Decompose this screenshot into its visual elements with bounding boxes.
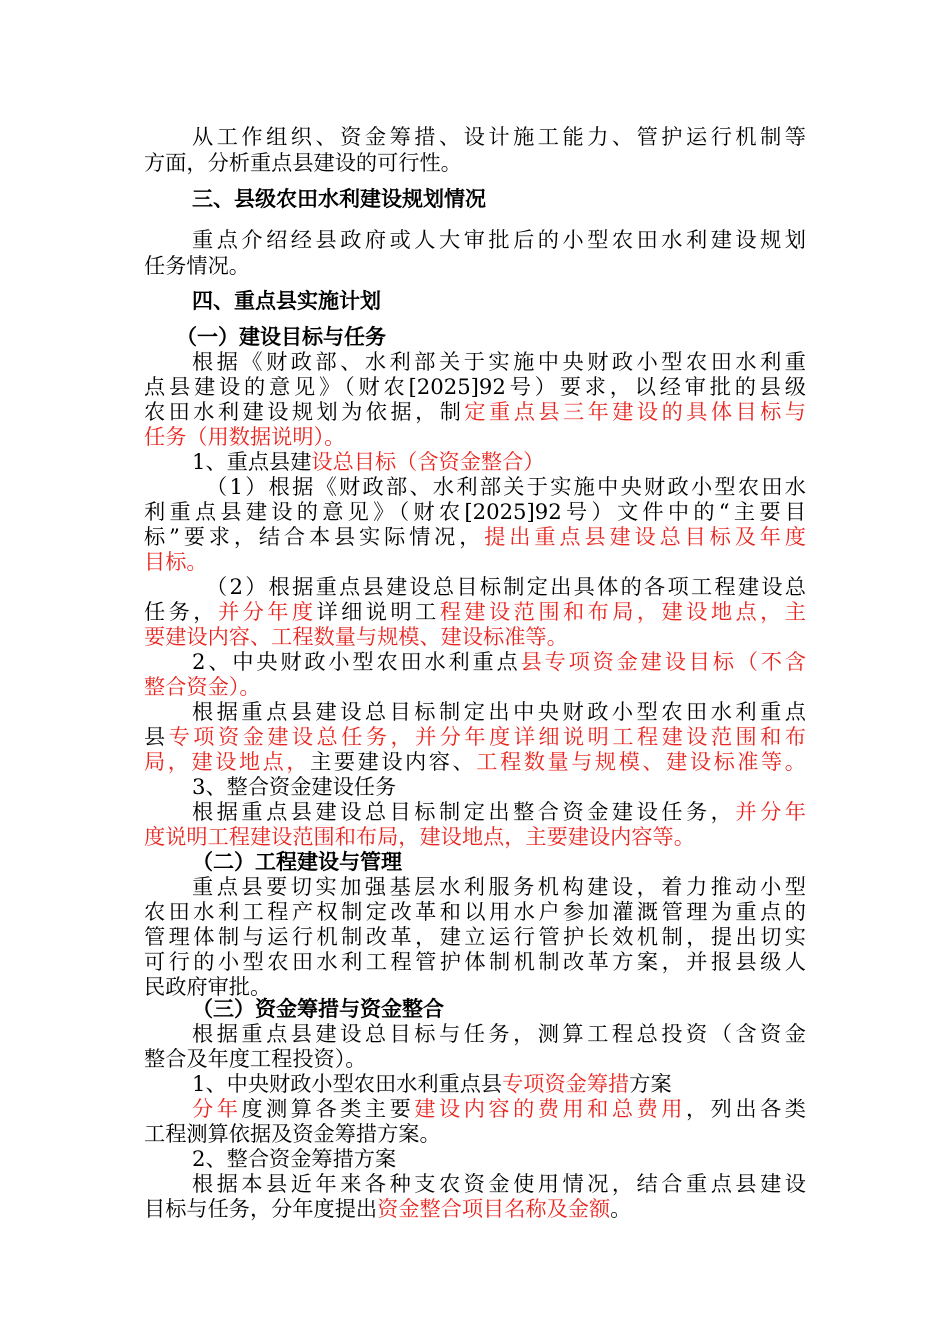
- list-item-1: 1、中央财政小型农田水利重点县专项资金筹措方案: [192, 1071, 672, 1096]
- paragraph-line-highlighted: 目标。: [144, 549, 208, 574]
- highlighted-text: 设总目标（含资金整合）: [311, 449, 545, 474]
- paragraph-line: 局，建设地点，主要建设内容、工程数量与规模、建设标准等。: [144, 749, 806, 774]
- highlighted-text: 局，建设地点，: [144, 749, 311, 774]
- paragraph-line: 根据重点县建设总目标与任务，测算工程总投资（含资金: [192, 1021, 806, 1046]
- paragraph-line: 整合及年度工程投资）。: [144, 1046, 367, 1071]
- subsection-title-1: （一）建设目标与任务: [176, 325, 386, 349]
- paragraph-line: 重点县要切实加强基层水利服务机构建设，着力推动小型: [192, 874, 806, 899]
- list-item-2: 2、中央财政小型农田水利重点县专项资金建设目标（不含: [192, 649, 806, 674]
- paragraph-line: （1）根据《财政部、水利部关于实施中央财政小型农田水: [206, 474, 806, 499]
- list-item-3: 3、整合资金建设任务: [192, 774, 397, 799]
- highlighted-text: 建设内容的费用和总费用: [414, 1096, 686, 1121]
- list-item-2: 2、整合资金筹措方案: [192, 1146, 397, 1171]
- highlighted-text: 定重点县三年建设的具体目标与: [464, 399, 806, 424]
- subsection-title-3: （三）资金筹措与资金整合: [192, 997, 444, 1021]
- paragraph-line: 方面，分析重点县建设的可行性。: [144, 150, 462, 175]
- paragraph-line: （2）根据重点县建设总目标制定出具体的各项工程建设总: [206, 574, 806, 599]
- subsection-title-2: （二）工程建设与管理: [192, 850, 402, 874]
- highlighted-text: 县专项资金建设目标（不含: [520, 649, 806, 674]
- list-item-1: 1、重点县建设总目标（含资金整合）: [192, 449, 545, 474]
- paragraph-line-highlighted: 度说明工程建设范围和布局，建设地点，主要建设内容等。: [144, 824, 695, 849]
- highlighted-text: 并分年: [735, 799, 806, 824]
- paragraph-line-highlighted: 要建设内容、工程数量与规模、建设标准等。: [144, 624, 568, 649]
- paragraph-line: 任务，并分年度详细说明工程建设范围和布局，建设地点，主: [144, 599, 806, 624]
- highlighted-text: 资金整合项目名称及金额: [377, 1196, 611, 1221]
- paragraph-line: 根据《财政部、水利部关于实施中央财政小型农田水利重: [192, 349, 806, 374]
- section-heading-3: 三、县级农田水利建设规划情况: [192, 187, 486, 211]
- paragraph-line: 管理体制与运行机制改革，建立运行管护长效机制，提出切实: [144, 924, 806, 949]
- paragraph-line: 重点介绍经县政府或人大审批后的小型农田水利建设规划: [192, 227, 806, 252]
- paragraph-line: 县专项资金建设总任务，并分年度详细说明工程建设范围和布: [144, 724, 806, 749]
- paragraph-line: 标”要求，结合本县实际情况，提出重点县建设总目标及年度: [144, 524, 806, 549]
- paragraph-line: 点县建设的意见》（财农[2025]92号）要求，以经审批的县级: [144, 374, 806, 399]
- paragraph-line-highlighted: 整合资金）。: [144, 674, 261, 699]
- paragraph-line: 根据本县近年来各种支农资金使用情况，结合重点县建设: [192, 1171, 806, 1196]
- highlighted-text: 提出重点县建设总目标及年度: [484, 524, 806, 549]
- highlighted-text: 程建设范围和布局，建设地点，主: [439, 599, 806, 624]
- paragraph-line: 农田水利工程产权制定改革和以用水户参加灌溉管理为重点的: [144, 899, 806, 924]
- paragraph-line: 可行的小型农田水利工程管护体制机制改革方案，并报县级人: [144, 949, 806, 974]
- paragraph-line-highlighted: 任务（用数据说明）。: [144, 424, 346, 449]
- paragraph-line: 农田水利建设规划为依据，制定重点县三年建设的具体目标与: [144, 399, 806, 424]
- highlighted-text: 专项资金建设总任务，并分年度详细说明工程建设范围和布: [168, 724, 806, 749]
- paragraph-line: 分年度测算各类主要建设内容的费用和总费用，列出各类: [192, 1096, 806, 1121]
- paragraph-line: 利重点县建设的意见》（财农[2025]92号）文件中的“主要目: [144, 499, 806, 524]
- paragraph-line: 任务情况。: [144, 253, 250, 278]
- paragraph-line: 工程测算依据及资金筹措方案。: [144, 1121, 441, 1146]
- section-heading-4: 四、重点县实施计划: [192, 289, 381, 313]
- paragraph-line: 民政府审批。: [144, 974, 272, 999]
- paragraph-line: 根据重点县建设总目标制定出中央财政小型农田水利重点: [192, 699, 806, 724]
- paragraph-line: 目标与任务，分年度提出资金整合项目名称及金额。: [144, 1196, 632, 1221]
- highlighted-text: 专项资金筹措: [502, 1071, 630, 1096]
- highlighted-text: 并分年度: [217, 599, 317, 624]
- highlighted-text: 分年: [192, 1096, 242, 1121]
- highlighted-text: 工程数量与规模、建设标准等。: [476, 749, 806, 774]
- paragraph-line: 从工作组织、资金筹措、设计施工能力、管护运行机制等: [192, 124, 806, 149]
- paragraph-line: 根据重点县建设总目标制定出整合资金建设任务，并分年: [192, 799, 806, 824]
